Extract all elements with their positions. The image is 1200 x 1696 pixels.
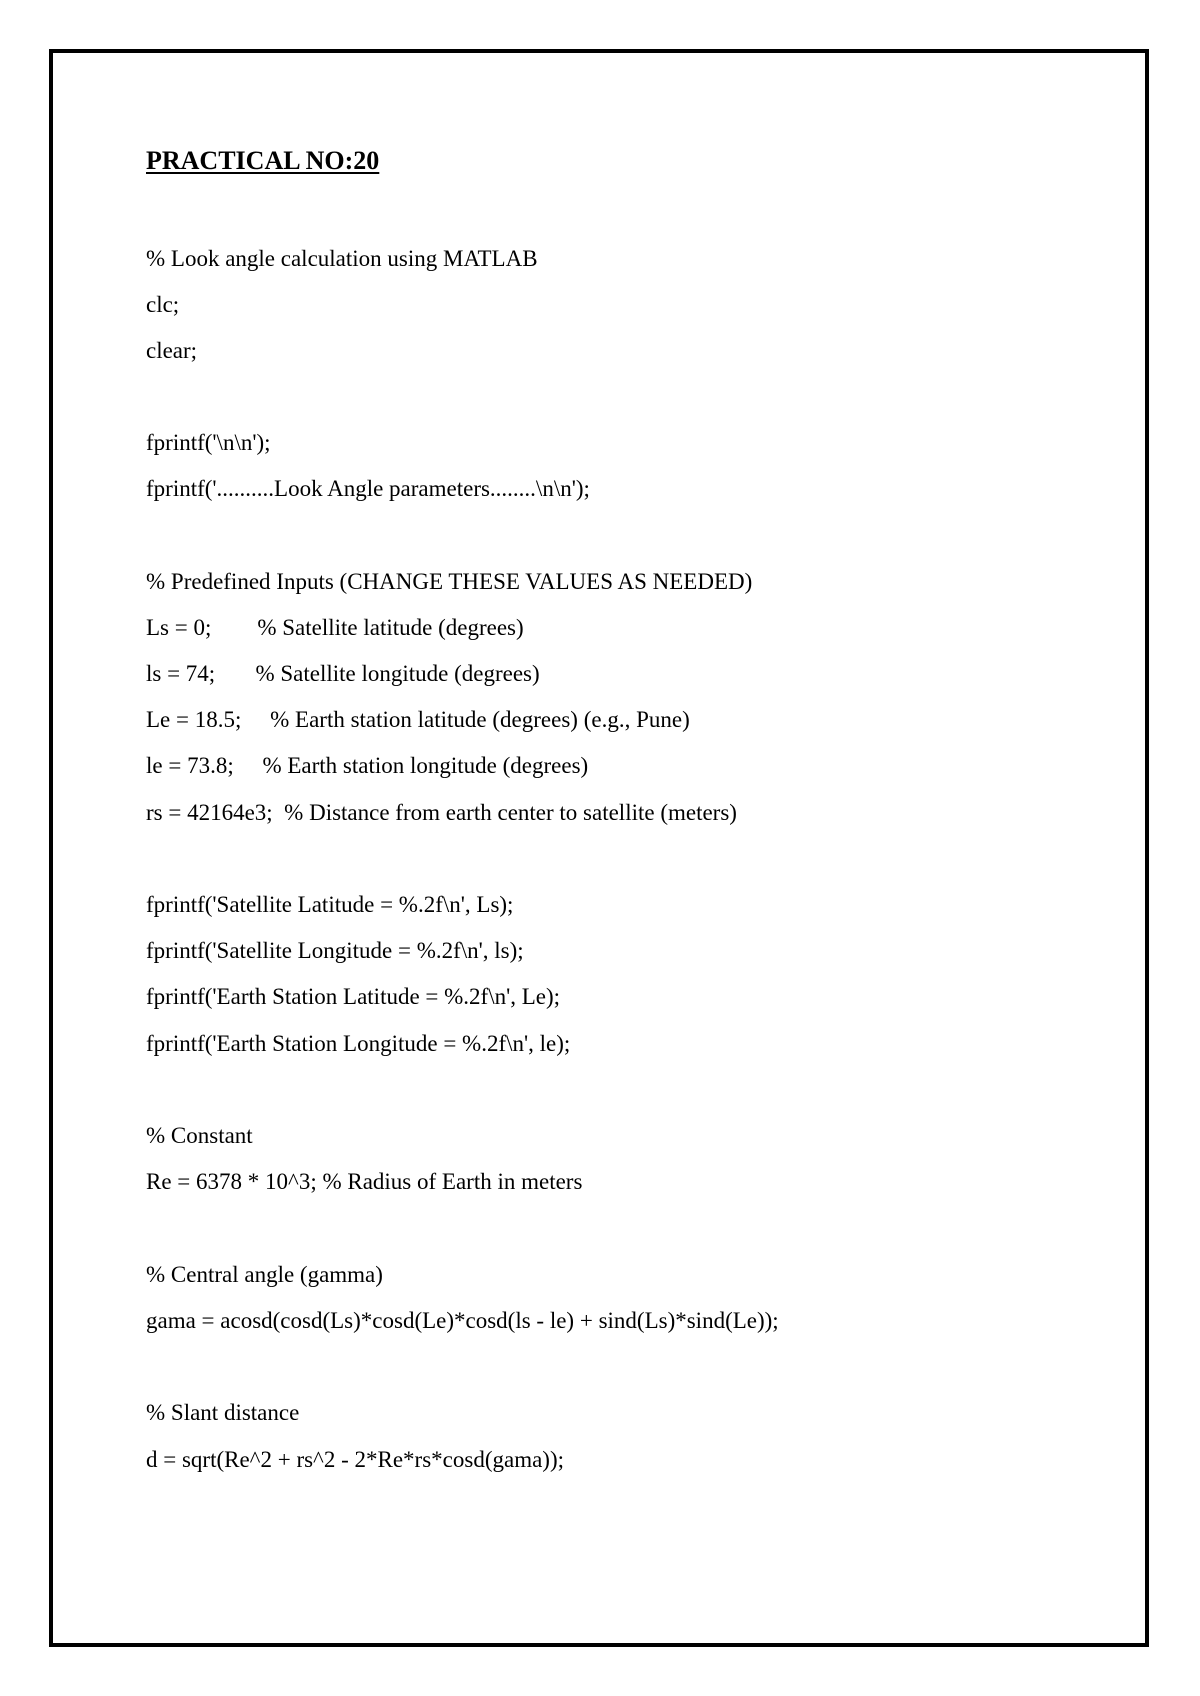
code-line: fprintf('\n\n'); <box>146 430 271 455</box>
code-line: % Predefined Inputs (CHANGE THESE VALUES AS NEEDED) <box>146 569 753 594</box>
code-line: clc; <box>146 292 180 317</box>
code-line: % Constant <box>146 1123 253 1148</box>
code-line: Le = 18.5; % Earth station latitude (degrees) (e.g., Pune) <box>146 707 690 732</box>
code-line: Re = 6378 * 10^3; % Radius of Earth in meters <box>146 1169 583 1194</box>
code-line: d = sqrt(Re^2 + rs^2 - 2*Re*rs*cosd(gama)); <box>146 1447 564 1472</box>
code-line: fprintf('Earth Station Longitude = %.2f\n', le); <box>146 1031 571 1056</box>
code-line: % Look angle calculation using MATLAB <box>146 246 538 271</box>
code-line: gama = acosd(cosd(Ls)*cosd(Le)*cosd(ls - le) + sind(Ls)*sind(Le)); <box>146 1308 779 1333</box>
code-line: ls = 74; % Satellite longitude (degrees) <box>146 661 540 686</box>
code-line: % Central angle (gamma) <box>146 1262 383 1287</box>
code-line: fprintf('Satellite Latitude = %.2f\n', Ls); <box>146 892 514 917</box>
code-line: fprintf('Satellite Longitude = %.2f\n', ls); <box>146 938 524 963</box>
code-line: fprintf('..........Look Angle parameters........\n\n'); <box>146 476 590 501</box>
code-line: fprintf('Earth Station Latitude = %.2f\n', Le); <box>146 984 561 1009</box>
code-line: clear; <box>146 338 198 363</box>
practical-title: PRACTICAL NO:20 <box>146 146 380 175</box>
code-line: rs = 42164e3; % Distance from earth center to satellite (meters) <box>146 800 737 825</box>
code-line: le = 73.8; % Earth station longitude (degrees) <box>146 753 589 778</box>
code-line: % Slant distance <box>146 1400 300 1425</box>
code-line: Ls = 0; % Satellite latitude (degrees) <box>146 615 524 640</box>
